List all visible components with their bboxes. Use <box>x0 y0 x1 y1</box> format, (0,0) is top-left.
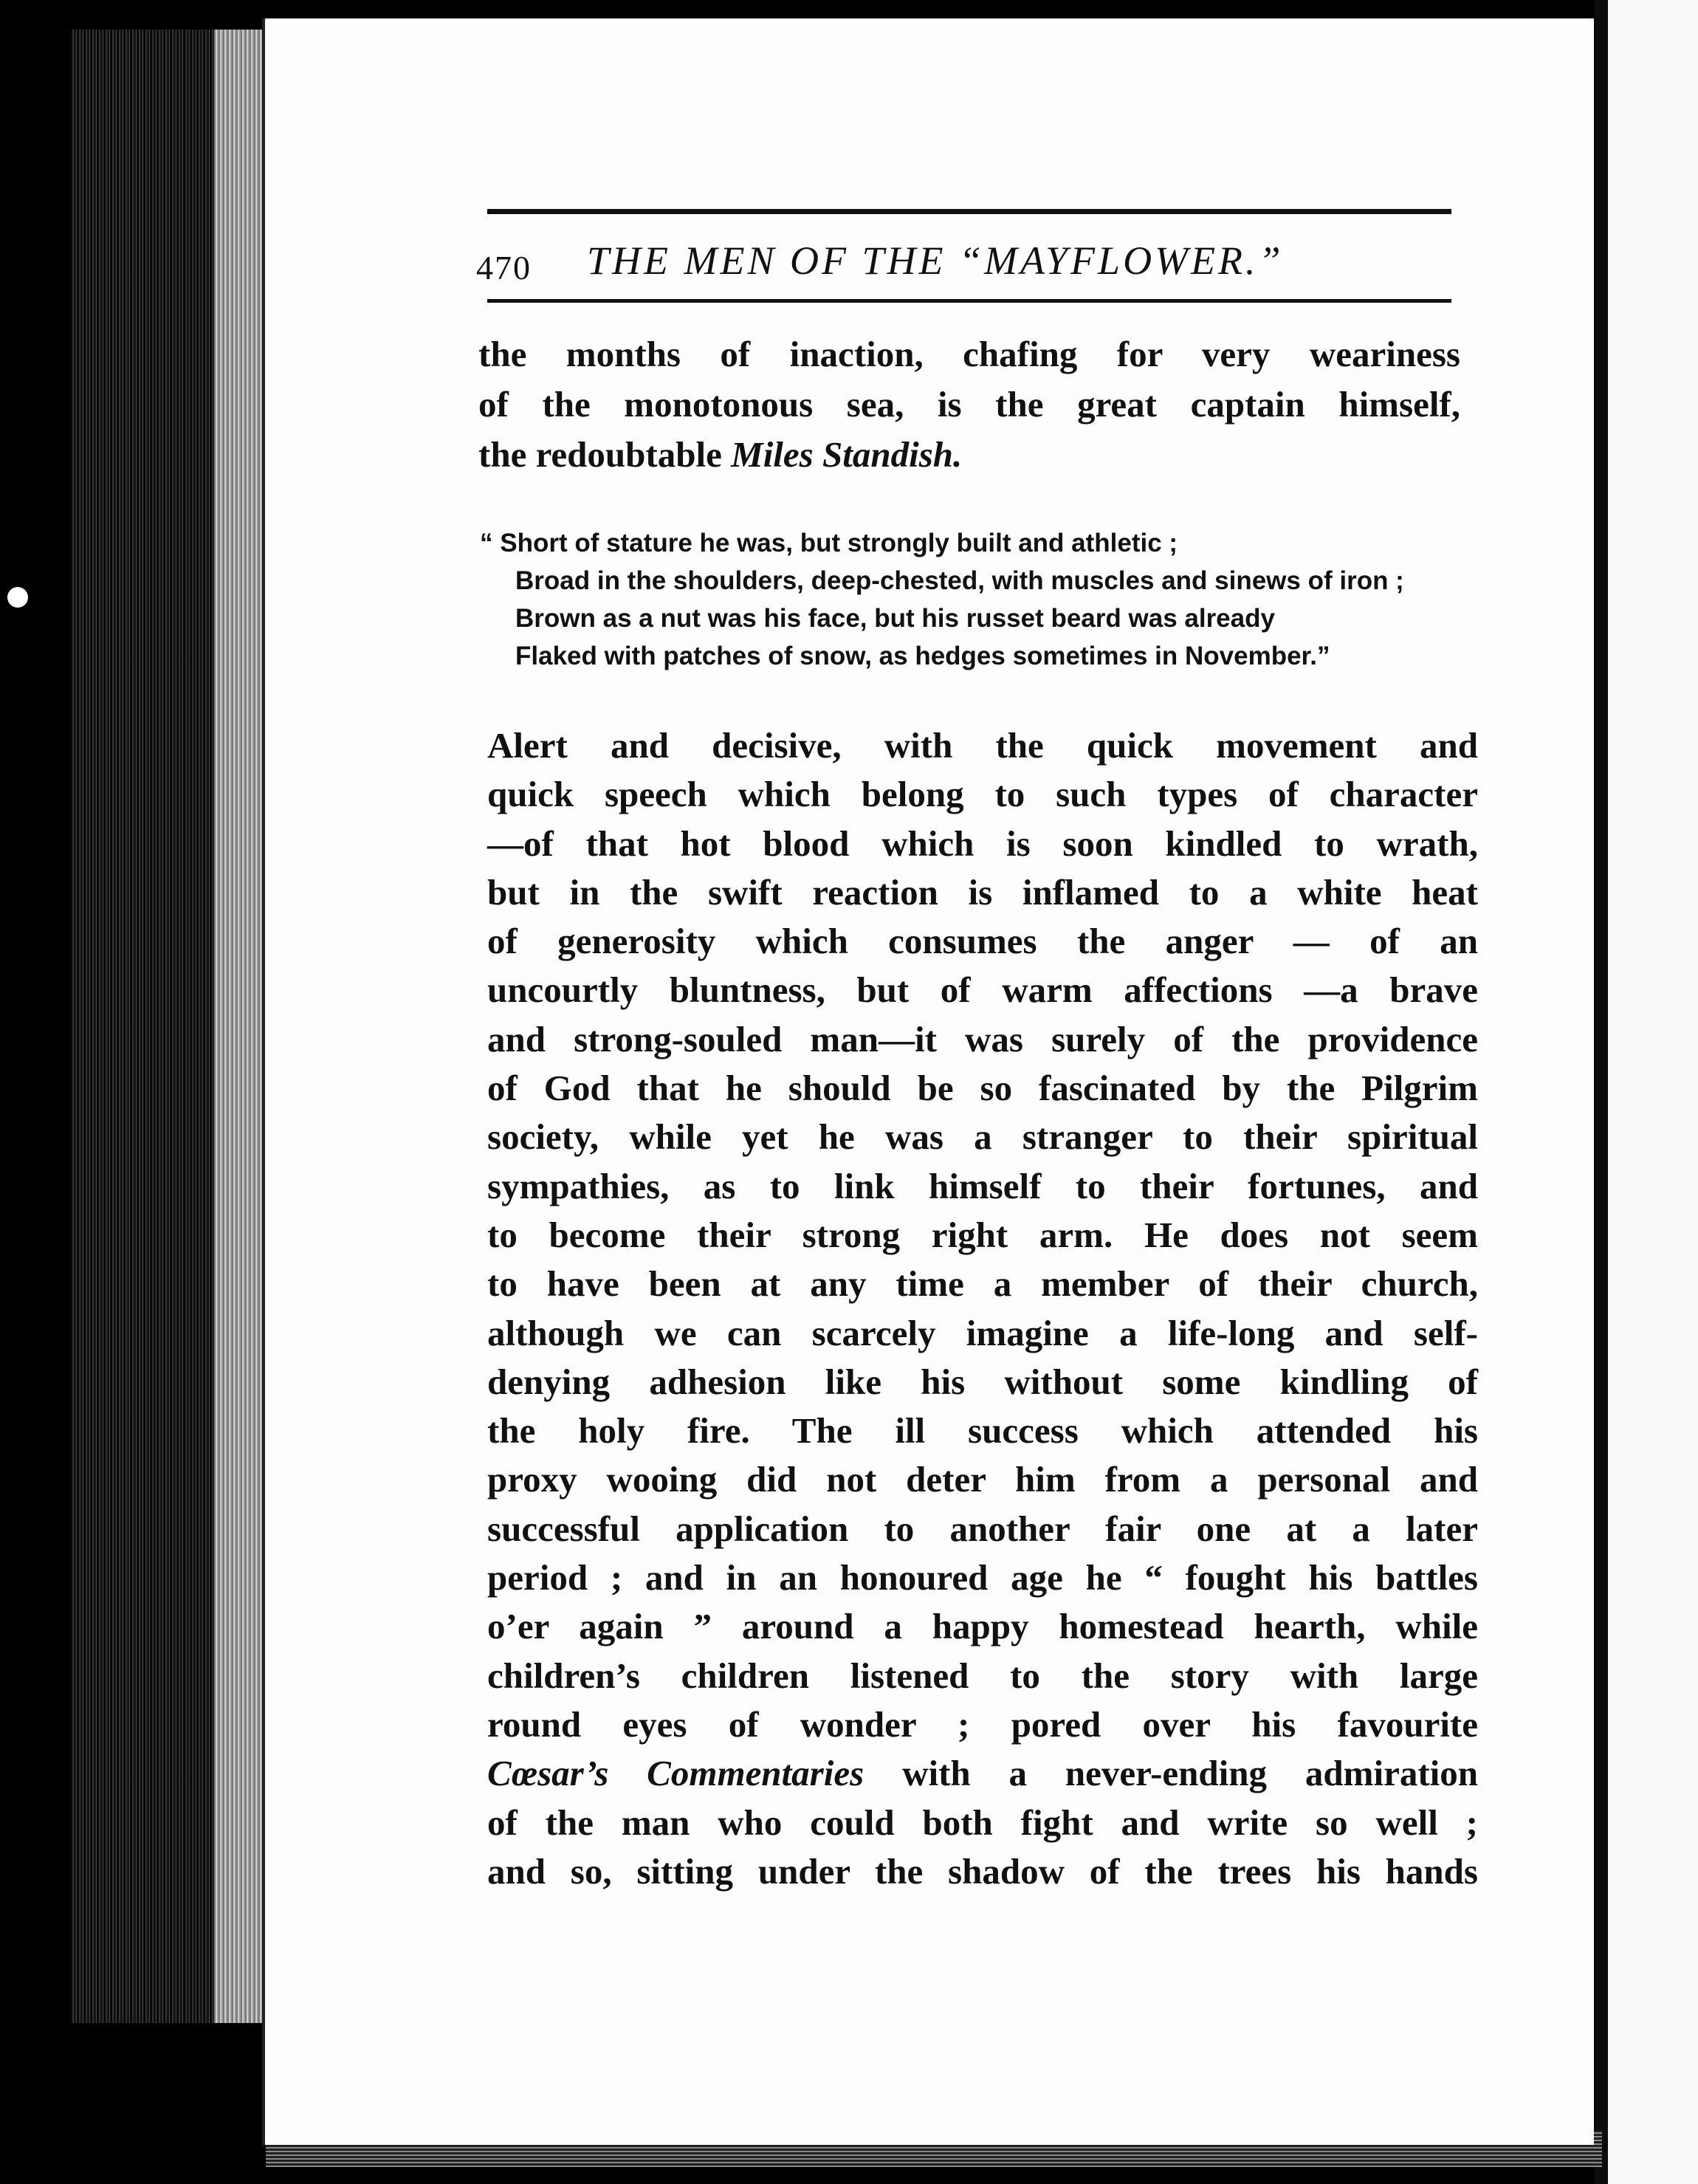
text-line: the months of inaction, chafing for very weariness <box>478 334 1460 374</box>
verse-line: Broad in the shoulders, deep-chested, with muscles and sinews of iron ; <box>515 566 1404 595</box>
text-line: round eyes of wonder ; pored over his favourite <box>487 1703 1478 1745</box>
text-line: the holy fire. The ill success which attended his <box>487 1410 1478 1452</box>
header-top-rule <box>487 209 1451 214</box>
text-line: quick speech which belong to such types of character <box>487 774 1478 815</box>
text-fragment: the redoubtable <box>478 434 722 475</box>
text-line: of the man who could both fight and write so well ; <box>487 1802 1478 1843</box>
text-line <box>487 1749 1478 1798</box>
text-line: and so, sitting under the shadow of the trees his hands <box>487 1850 1478 1892</box>
text-line: to become their strong right arm. He does not seem <box>487 1214 1478 1255</box>
text-line: but in the swift reaction is inflamed to a white heat <box>487 871 1478 913</box>
text-fragment: with a never-ending admiration <box>902 1753 1479 1794</box>
text-line: denying adhesion like his without some kindling of <box>487 1361 1478 1402</box>
text-line: of generosity which consumes the anger — of an <box>487 921 1478 962</box>
text-line: successful application to another fair one at a later <box>487 1508 1478 1549</box>
text-line: of God that he should be so fascinated by the Pilgrim <box>487 1068 1478 1109</box>
text-line: and strong-souled man—it was surely of the providence <box>487 1018 1478 1060</box>
page-number: 470 <box>476 249 532 286</box>
page-header <box>476 235 1458 294</box>
text-line: sympathies, as to link himself to their fortunes, and <box>487 1165 1478 1206</box>
paragraph-opening <box>478 329 1460 480</box>
text-line: society, while yet he was a stranger to their spiritual <box>487 1116 1478 1158</box>
scan-artifact-dot <box>7 587 28 608</box>
text-line: uncourtly bluntness, but of warm affections —a brave <box>487 969 1478 1011</box>
verse-line: “ Short of stature he was, but strongly built and athletic ; <box>480 529 1178 557</box>
text-line: period ; and in an honoured age he “ fought his battles <box>487 1557 1478 1598</box>
verse-line: Flaked with patches of snow, as hedges sometimes in November.” <box>515 642 1330 670</box>
facing-page-edge <box>1595 0 1698 2184</box>
text-line: —of that hot blood which is soon kindled to wrath, <box>487 823 1478 864</box>
text-line: although we can scarcely imagine a life-long and self- <box>487 1312 1478 1353</box>
paragraph-main <box>487 721 1478 1896</box>
italic-title: Cœsar’s Commentaries <box>487 1753 865 1794</box>
text-line <box>478 430 1460 480</box>
text-line: to have been at any time a member of their church, <box>487 1263 1478 1305</box>
verse-quotation <box>480 524 1469 675</box>
text-line: Alert and decisive, with the quick movement and <box>487 725 1478 766</box>
text-line: children’s children listened to the story with large <box>487 1655 1478 1696</box>
running-head: THE MEN OF THE “MAYFLOWER.” <box>587 238 1284 283</box>
italic-name: Miles Standish. <box>731 434 963 475</box>
book-page-stack <box>214 30 266 2023</box>
verse-line: Brown as a nut was his face, but his russet beard was already <box>515 604 1275 633</box>
text-line: of the monotonous sea, is the great captain himself, <box>478 384 1460 425</box>
text-line: o’er again ” around a happy homestead hearth, while <box>487 1606 1478 1647</box>
header-bottom-rule <box>487 299 1451 303</box>
text-line: proxy wooing did not deter him from a personal and <box>487 1459 1478 1500</box>
